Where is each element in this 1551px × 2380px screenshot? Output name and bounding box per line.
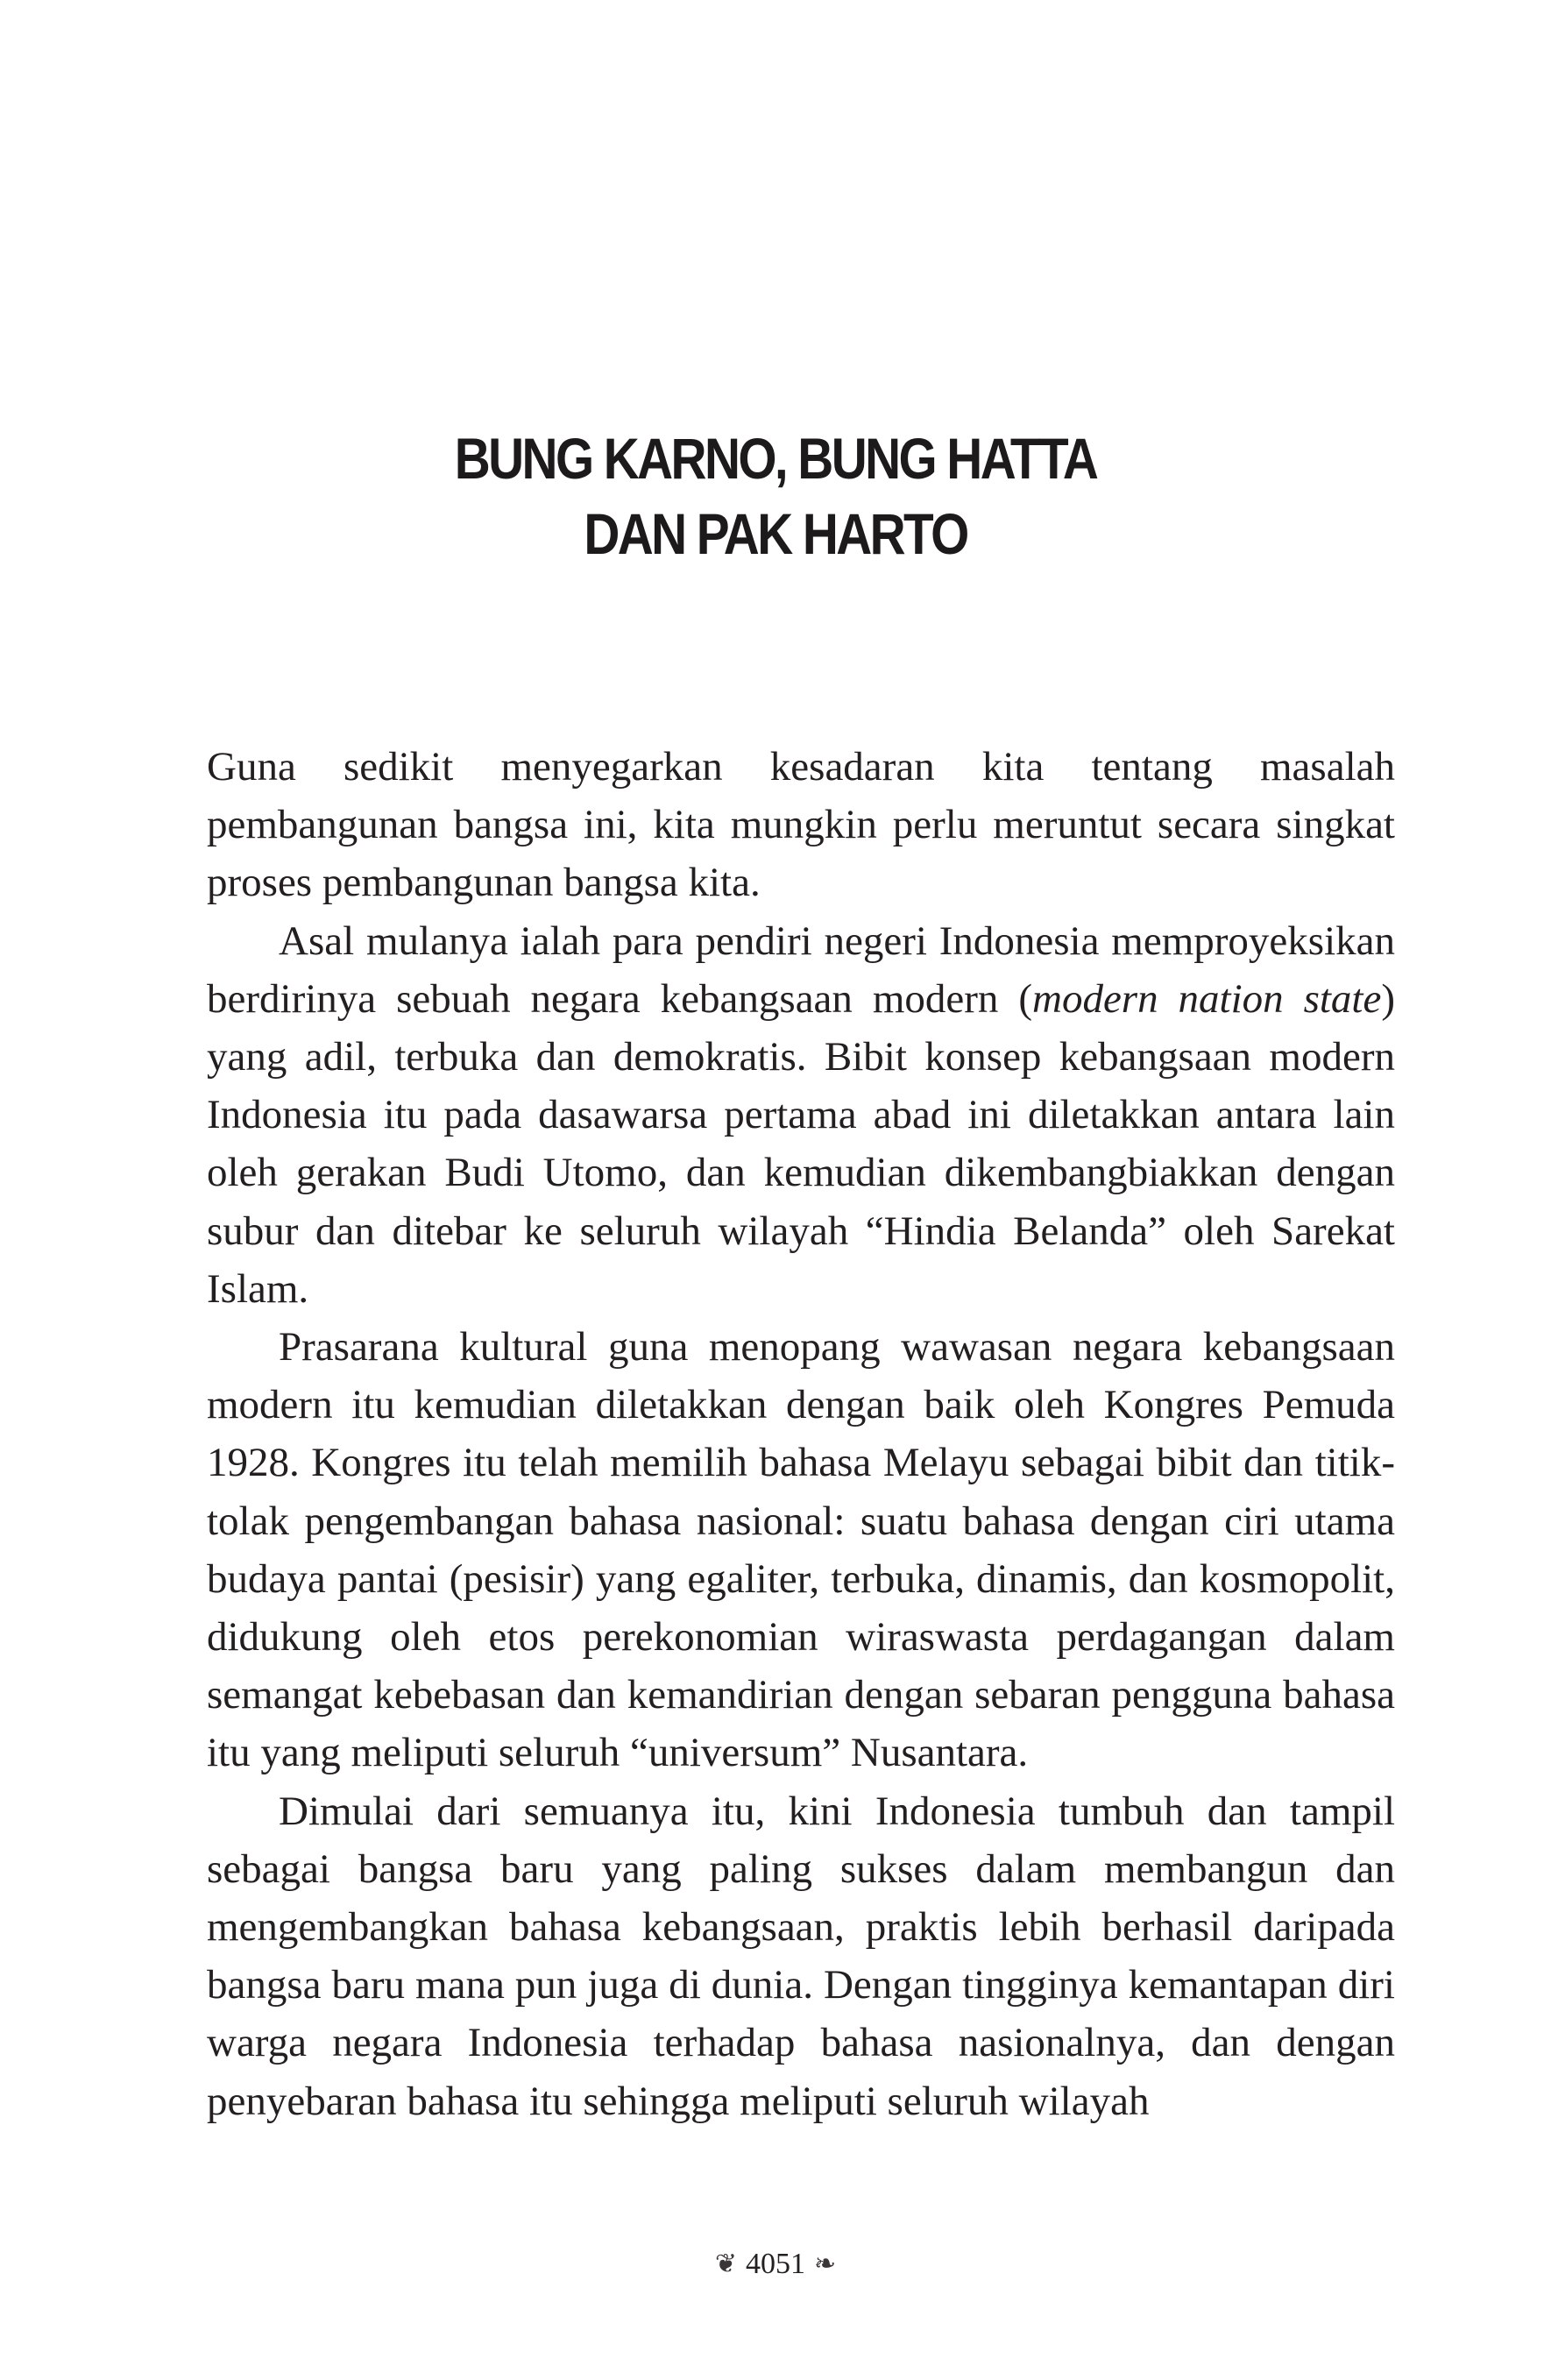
paragraph-2-text-end: ) yang adil, terbuka dan demokratis. Bibit konsep kebangsaan modern Indonesia itu pada dasawarsa pertama abad ini diletakkan antara lain oleh gerakan Budi Utomo, dan kemudian dikembangbiakkan dengan subur dan ditebar ke seluruh wilayah “Hindia Belanda” oleh Sarekat Islam.: [207, 975, 1395, 1312]
chapter-title-line-2: DAN PAK HARTO: [584, 501, 967, 566]
body-text: [207, 738, 1395, 2130]
right-ornament-icon: ❧: [814, 2249, 837, 2279]
paragraph-4: Dimulai dari semuanya itu, kini Indonesia tumbuh dan tampil sebagai bangsa baru yang paling sukses dalam membangun dan mengembangkan bahasa kebangsaan, praktis lebih berhasil daripada bangsa baru mana pun juga di dunia. Dengan tingginya kemantapan diri warga negara Indonesia terhadap bahasa nasionalnya, dan dengan penyebaran bahasa itu sehingga meliputi seluruh wilayah: [207, 1788, 1395, 2124]
chapter-title: [109, 421, 1442, 571]
page-footer: [0, 2245, 1551, 2282]
paragraph-2-italic-term: modern nation state: [1032, 975, 1382, 1022]
paragraph-3: Prasarana kultural guna menopang wawasan negara kebangsaan modern itu kemudian diletakkan dengan baik oleh Kongres Pemuda 1928. Kongres itu telah memilih bahasa Melayu sebagai bibit dan titik-tolak pengembangan bahasa nasional: suatu bahasa dengan ciri utama budaya pantai (pesisir) yang egaliter, terbuka, dinamis, dan kosmopolit, didukung oleh etos perekonomian wiraswasta perdagangan dalam semangat kebebasan dan kemandirian dengan sebaran pengguna bahasa itu yang meliputi seluruh “universum” Nusantara.: [207, 1324, 1395, 1776]
paragraph-1: Guna sedikit menyegarkan kesadaran kita tentang masalah pembangunan bangsa ini, kita mungkin perlu meruntut secara singkat proses pembangunan bangsa kita.: [207, 744, 1395, 906]
chapter-title-line-1: BUNG KARNO, BUNG HATTA: [454, 426, 1097, 491]
left-ornament-icon: ❦: [714, 2249, 737, 2279]
paragraph-2: [207, 912, 1395, 1318]
page-number: 4051: [746, 2248, 805, 2281]
paragraph-2-text-start: Asal mulanya ialah para pendiri negeri Indonesia memproyeksikan berdirinya sebuah negara kebangsaan modern (: [207, 917, 1395, 1022]
